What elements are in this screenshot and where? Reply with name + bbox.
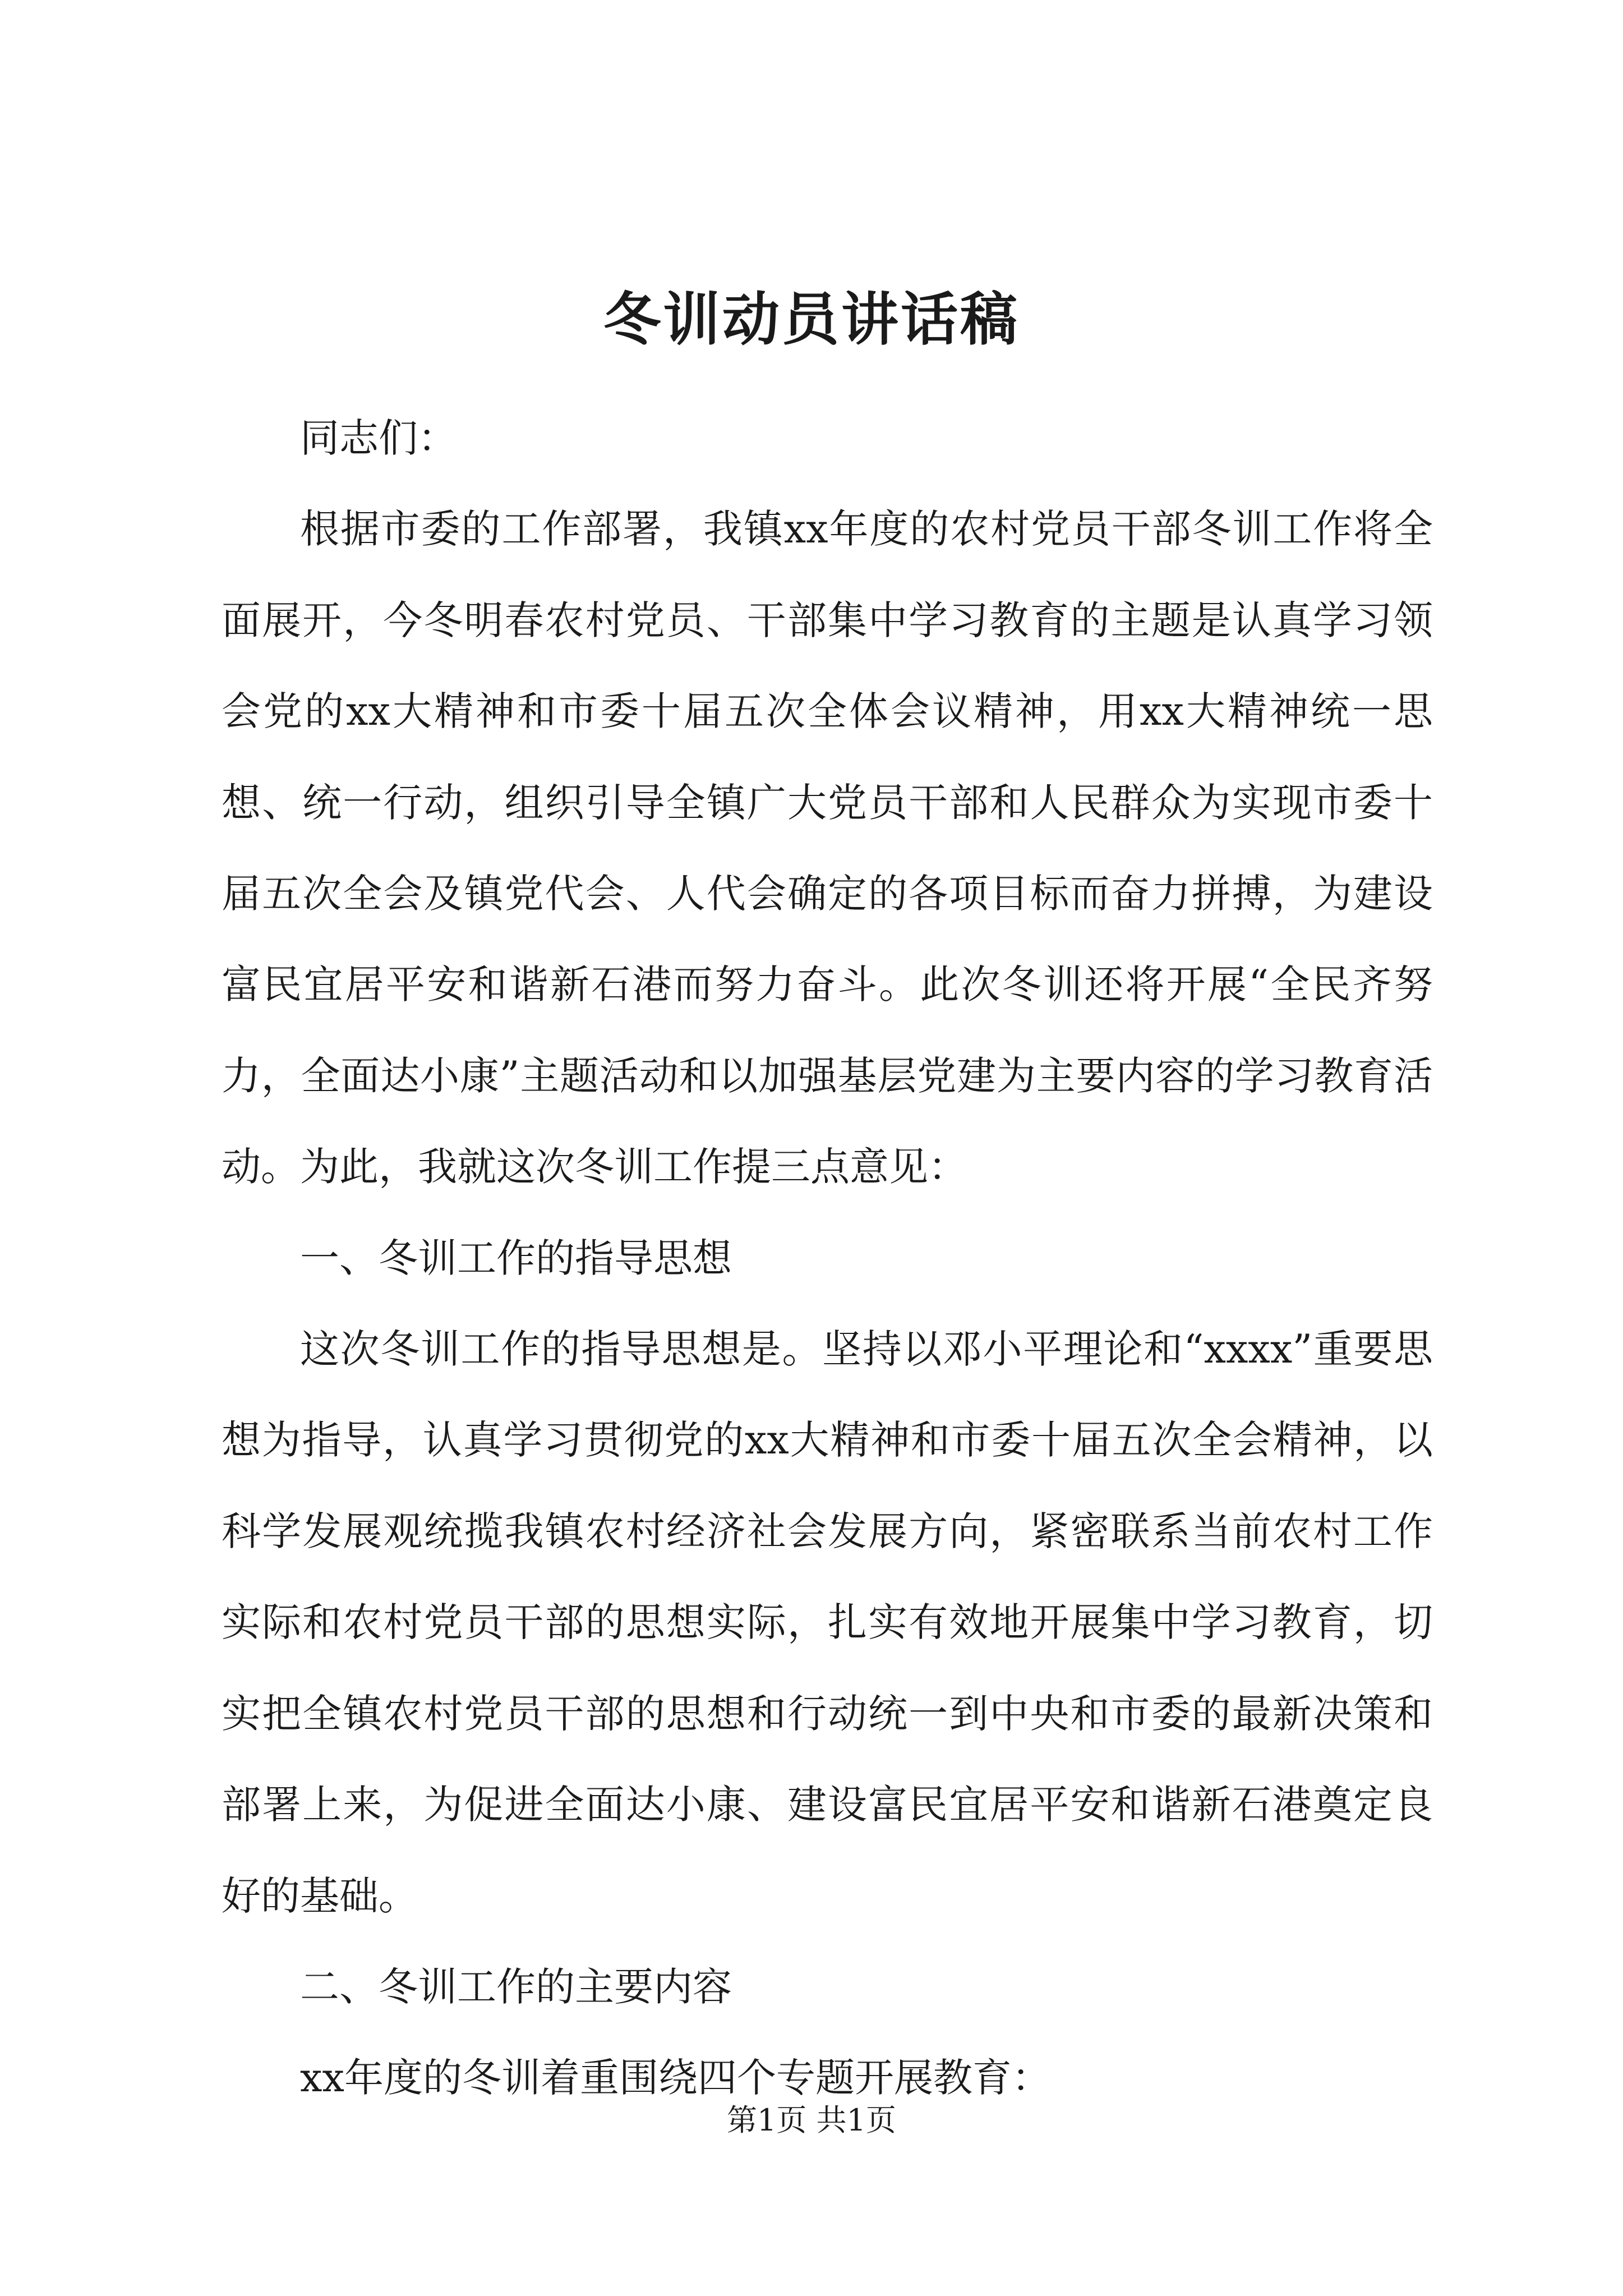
paragraph-guiding-thought: 这次冬训工作的指导思想是。坚持以邓小平理论和“xxxx”重要思想为指导，认真学习贯彻党的xx大精神和市委十届五次全会精神，以科学发展观统揽我镇农村经济社会发展方向，紧密联系当前农村工作实际和农村党员干部的思想实际，扎实有效地开展集中学习教育，切实把全镇农村党员干部的思想和行动统一到中央和市委的最新决策和部署上来，为促进全面达小康、建设富民宜居平安和谐新石港奠定良好的基础。 [222,1326,1433,1919]
salutation: 同志们： [300,415,457,461]
document-body [222,393,1433,2124]
document-title: 冬训动员讲话稿 [603,286,1020,353]
section-heading-2: 二、冬训工作的主要内容 [300,1963,732,2010]
page-footer: 第1页 共1页 [727,2102,896,2138]
paragraph-intro: 根据市委的工作部署，我镇xx年度的农村党员干部冬训工作将全面展开，今冬明春农村党员、干部集中学习教育的主题是认真学习领会党的xx大精神和市委十届五次全体会议精神，用xx大精神统一思想、统一行动，组织引导全镇广大党员干部和人民群众为实现市委十届五次全会及镇党代会、人代会确定的各项目标而奋力拼搏，为建设富民宜居平安和谐新石港而努力奋斗。此次冬训还将开展“全民齐努力，全面达小康”主题活动和以加强基层党建为主要内容的学习教育活动。为此，我就这次冬训工作提三点意见： [222,506,1433,1190]
paragraph-main-content: xx年度的冬训着重围绕四个专题开展教育： [300,2055,1051,2101]
section-heading-1: 一、冬训工作的指导思想 [300,1235,732,1281]
